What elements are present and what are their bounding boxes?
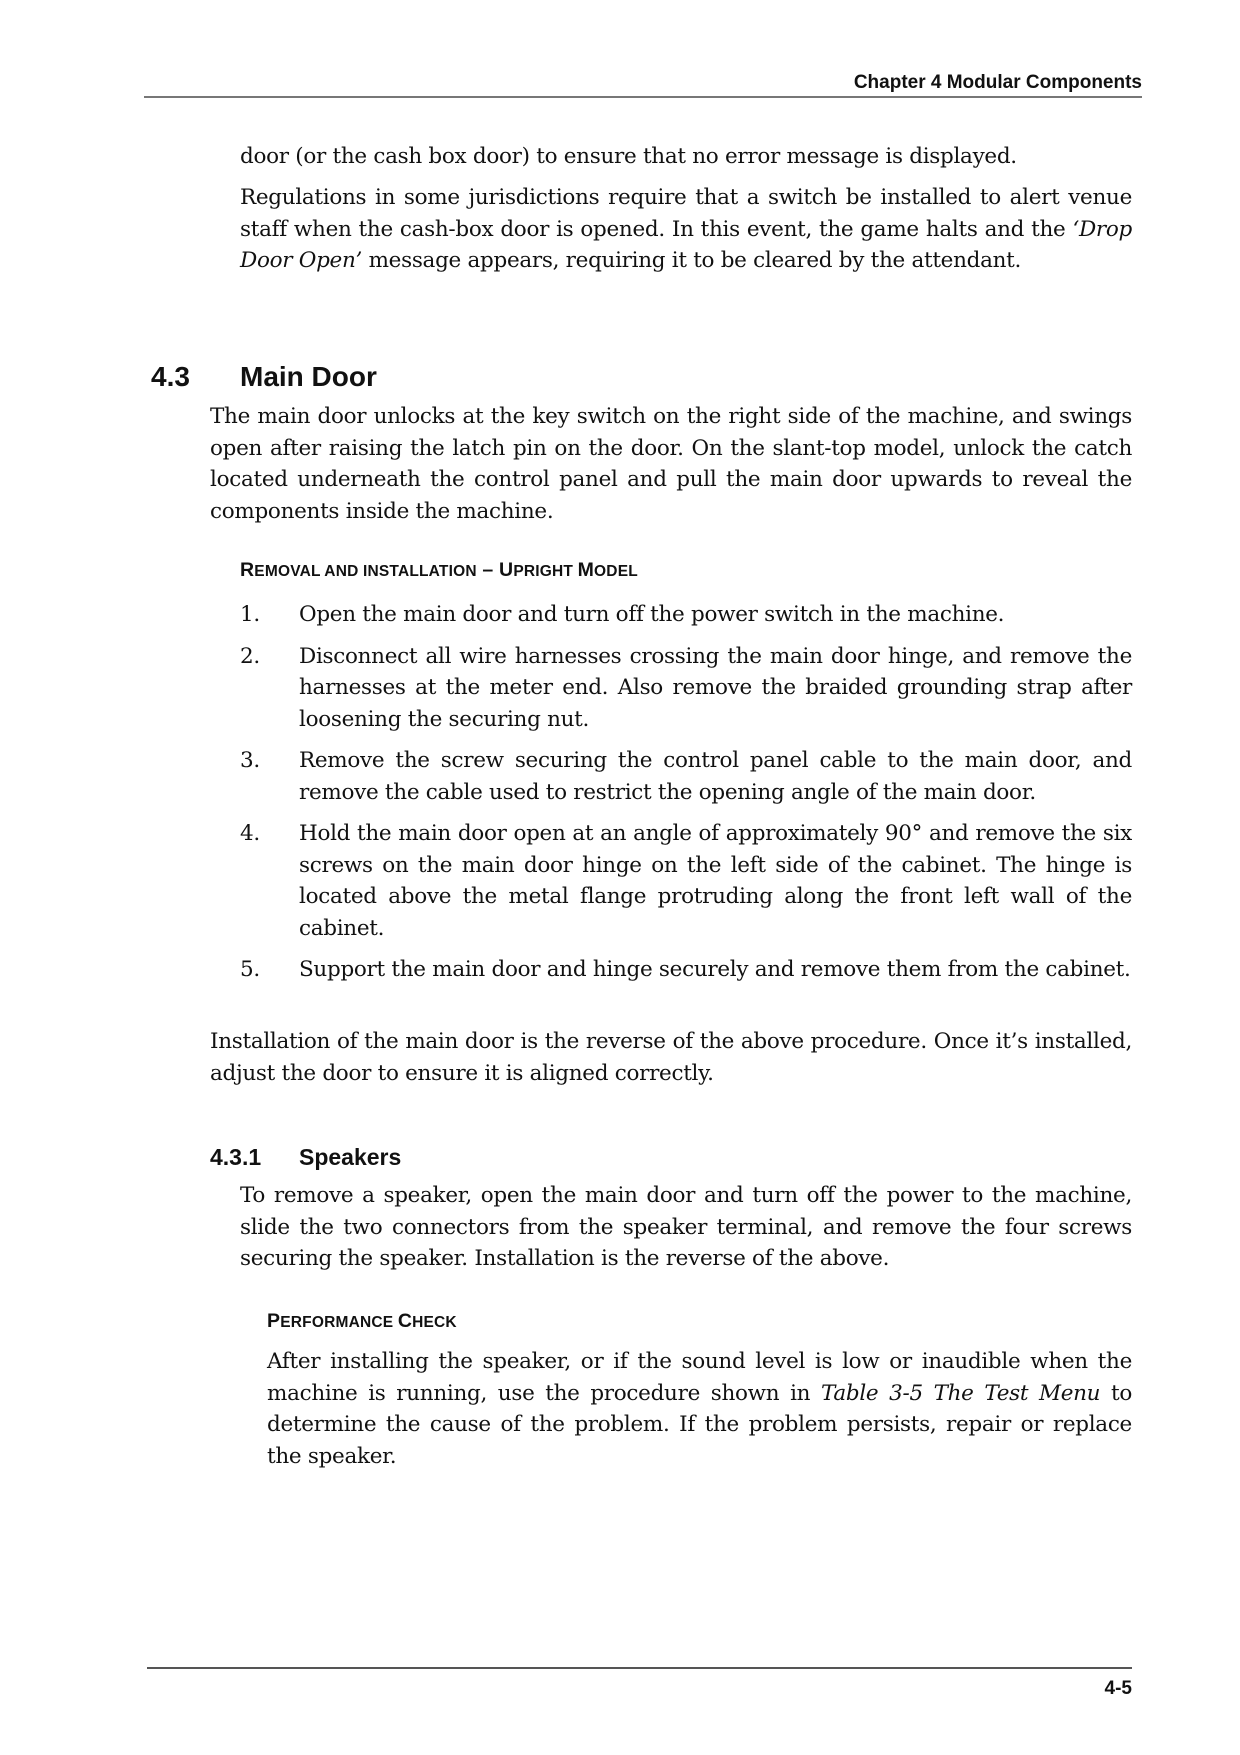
section-number-4-3-1: 4.3.1 <box>210 1144 262 1170</box>
step-item: 1. Open the main door and turn off the power switch in the machine. <box>240 602 1005 627</box>
subheading-performance-check: PERFORMANCE CHECK <box>267 1310 457 1332</box>
intro-text-cont: message appears, requiring it to be cleared by the attendant. <box>362 248 1022 273</box>
running-header: Chapter 4 Modular Components <box>853 72 1142 93</box>
intro-text: Regulations in some jurisdictions require that a switch be installed to alert venue staff when the cash-box door is opened. In this event, the game halts and the <box>240 185 1132 242</box>
footer-rule <box>147 1667 1132 1669</box>
performance-check-paragraph <box>267 1346 1132 1472</box>
section-number-4-3: 4.3 <box>151 361 190 392</box>
step-item: 4. Hold the main door open at an angle of approximately 90° and remove the six screws on the main door hinge on the left side of the cabinet. The hinge is located above the metal flange protruding along the front left wall of the cabinet. <box>240 821 1132 941</box>
speakers-description: To remove a speaker, open the main door and turn off the power to the machine, slide the two connectors from the speaker terminal, and remove the four screws securing the speaker. Installation is the reverse of the above. <box>240 1183 1132 1271</box>
main-door-description: The main door unlocks at the key switch on the right side of the machine, and swings open after raising the latch pin on the door. On the slant-top model, unlock the catch located underneath the control panel and pull the main door upwards to reveal the components inside the machine. <box>210 404 1132 524</box>
intro-paragraph-1: door (or the cash box door) to ensure that no error message is displayed. <box>240 144 1017 169</box>
check-text-cont: to determine the cause of the problem. If the problem persists, repair or replace the speaker. <box>267 1380 1132 1469</box>
removal-steps-list <box>240 599 1132 996</box>
intro-paragraph-2 <box>240 182 1132 277</box>
step-item: 2. Disconnect all wire harnesses crossing the main door hinge, and remove the harnesses at the meter end. Also remove the braided grounding strap after loosening the securing nut. <box>240 643 1132 732</box>
section-title-main-door: Main Door <box>240 361 377 392</box>
page-number: 4-5 <box>1104 1678 1132 1699</box>
table-reference: Table 3-5 The Test Menu <box>820 1380 1101 1406</box>
header-rule <box>144 96 1142 98</box>
section-title-speakers: Speakers <box>299 1144 402 1170</box>
subheading-removal-installation: REMOVAL AND INSTALLATION – UPRIGHT MODEL <box>240 559 638 581</box>
check-text: After installing the speaker, or if the sound level is low or inaudible when the machine is running, use the procedure shown in <box>267 1349 1132 1406</box>
step-item: 3. Remove the screw securing the control panel cable to the main door, and remove the cable used to restrict the opening angle of the main door. <box>240 748 1132 805</box>
installation-note: Installation of the main door is the reverse of the above procedure. Once it’s installed, adjust the door to ensure it is aligned correctly. <box>210 1029 1132 1086</box>
step-item: 5. Support the main door and hinge securely and remove them from the cabinet. <box>240 957 1131 982</box>
drop-door-open-message: ‘Drop Door Open’ <box>240 216 1132 273</box>
